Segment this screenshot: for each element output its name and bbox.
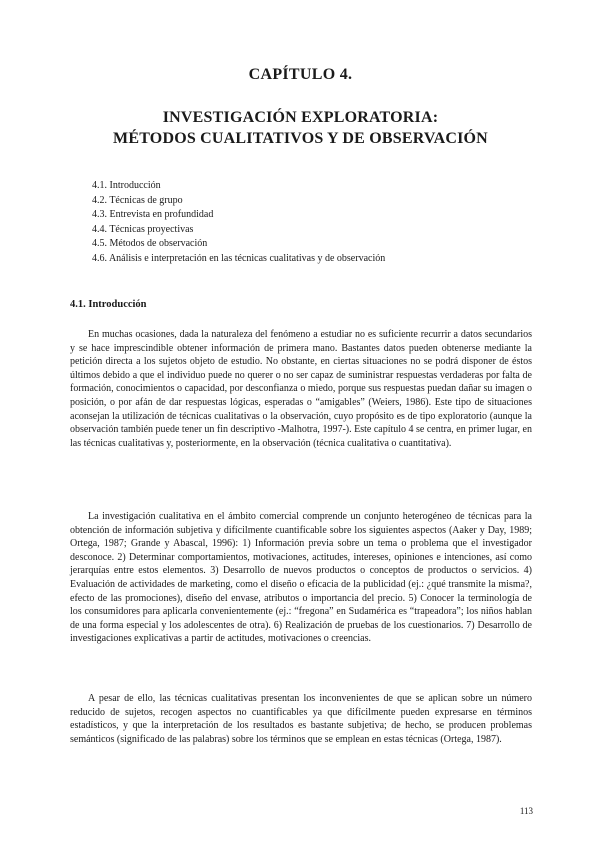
body-paragraph: La investigación cualitativa en el ámbito comercial comprende un conjunto heterogéneo de técnicas para la obtención de información subjetiva y difícilmente cuantificable sobre los siguientes aspectos (Aaker y Day, 1989; Ortega, 1987; Grande y Abascal, 1996): 1) Información previa sobre un tema o problema que el investigador desconoce. 2) Determinar comportamientos, motivaciones, actitudes, intereses, opiniones e intenciones, así como jerarquías entre estos elementos. 3) Desarrollo de nuevos productos o conceptos de productos o servicios. 4) Evaluación de actividades de marketing, como el diseño o eficacia de la publicidad (ej.: ¿qué transmite la misma?, efecto de las promociones), diseño del envase, atributos o importancia del precio. 5) Conocer la terminología de los consumidores para aplicarla convenientemente (ej.: “fregona” en Sudamérica es “trapeadora”; los niños hablan de una forma especial y los adolescentes de otra). 6) Realización de pruebas de los cuestionarios. 7) Desarrollo de investigaciones explicativas a partir de actitudes, motivaciones o creencias. <box>70 511 532 645</box>
body-paragraph: En muchas ocasiones, dada la naturaleza del fenómeno a estudiar no es suficiente recurrir a datos secundarios y se hace imprescindible obtener información de primera mano. Bastantes datos pueden obtenerse mediante la petición directa a los sujetos objeto de estudio. No obstante, en ciertas situaciones no se podrá disponer de éstos últimos debido a que el individuo puede no querer o no ser capaz de suministrar respuestas verdaderas por falta de formación, conocimientos o capacidad, por desconfianza o miedo, porque sus respuestas puedan dañar su imagen o posición, o por afán de dar respuestas lógicas, esperadas o “amigables” (Weiers, 1986). Este tipo de situaciones aconsejan la utilización de técnicas cualitativas o la observación, cuyo propósito es de tipo exploratorio (aunque la observación también puede tener un fin descriptivo -Malhotra, 1997-). Este capítulo 4 se centra, en primer lugar, en las técnicas cualitativas y, posteriormente, en la observación (técnica cualitativa o cuantitativa). <box>70 329 532 449</box>
chapter-title <box>60 107 541 149</box>
chapter-label: CAPÍTULO 4. <box>248 66 353 83</box>
toc-item: 4.1. Introducción <box>92 180 161 191</box>
chapter-title-line-2: MÉTODOS CUALITATIVOS Y DE OBSERVACIÓN <box>113 130 488 147</box>
page-number: 113 <box>519 806 533 816</box>
section-heading: 4.1. Introducción <box>70 299 147 310</box>
table-of-contents <box>92 179 385 267</box>
toc-item: 4.4. Técnicas proyectivas <box>92 223 194 235</box>
chapter-title-line-1: INVESTIGACIÓN EXPLORATORIA: <box>162 109 439 126</box>
toc-item: 4.2. Técnicas de grupo <box>92 194 183 206</box>
toc-item: 4.5. Métodos de observación <box>92 238 208 250</box>
toc-item: 4.3. Entrevista en profundidad <box>92 209 214 221</box>
body-paragraph: A pesar de ello, las técnicas cualitativas presentan los inconvenientes de que se aplican sobre un número reducido de sujetos, recogen aspectos no cuantificables ya que difícilmente pueden expresarse en términos estadísticos, y que la interpretación de los resultados es bastante subjetiva; de hecho, se producen problemas semánticos (significado de las palabras) sobre los términos que se emplean en estas técnicas (Ortega, 1987). <box>70 693 532 745</box>
toc-item: 4.6. Análisis e interpretación en las técnicas cualitativas y de observación <box>92 252 386 264</box>
